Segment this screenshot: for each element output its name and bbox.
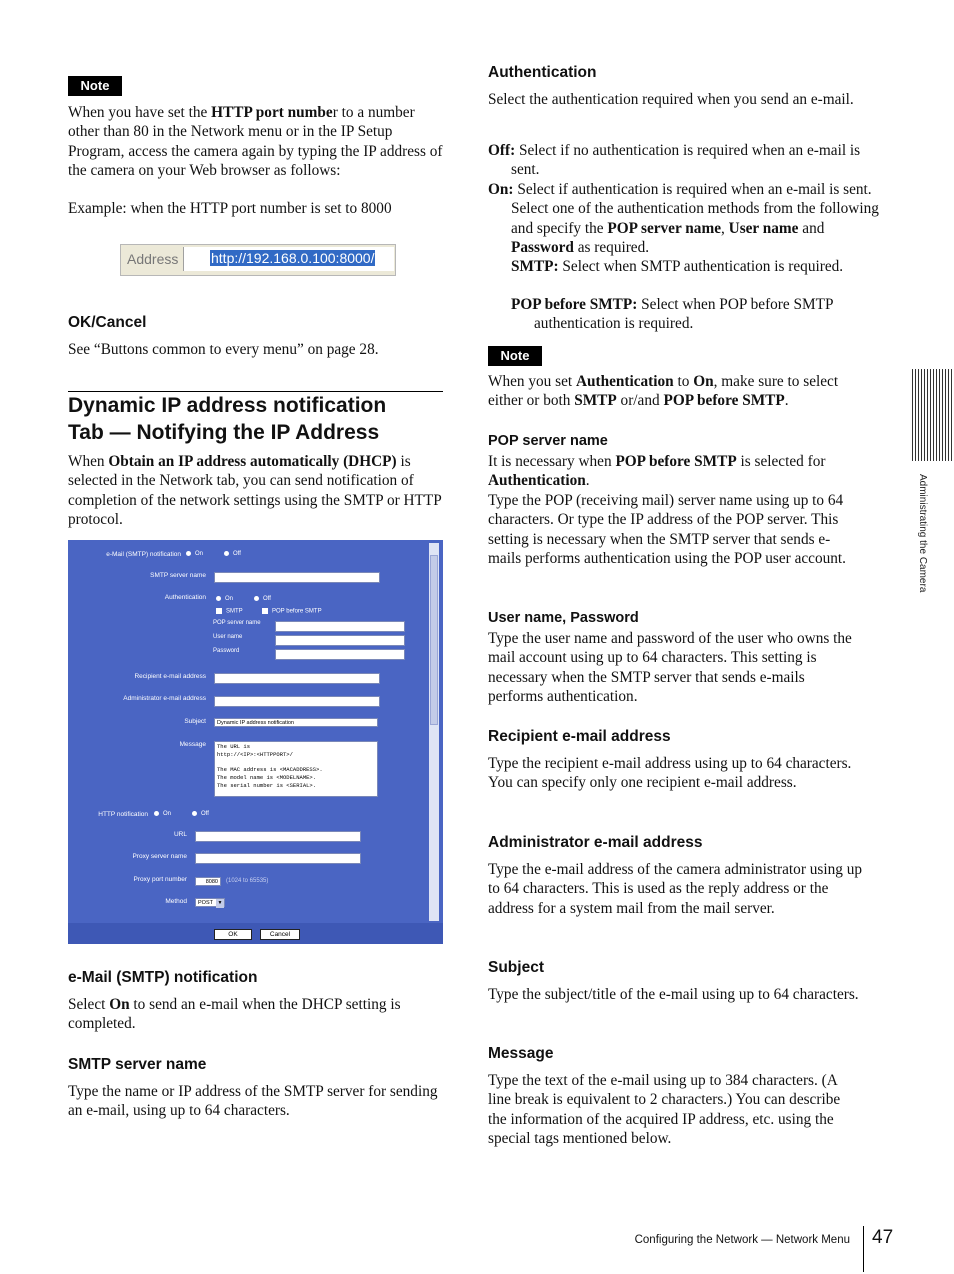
recipient-label: Recipient e-mail address (134, 673, 206, 680)
subject-text: Type the subject/title of the e-mail using up to 64 characters. (488, 986, 859, 1003)
administrator-heading: Administrator e-mail address (488, 834, 703, 851)
message-line: The serial number is <SERIAL>. (217, 781, 317, 789)
authentication-label: Authentication (164, 594, 206, 601)
authentication-intro: Select the authentication required when you send an e-mail. (488, 91, 854, 108)
proxy-port-label: Proxy port number (133, 876, 187, 883)
address-field (183, 247, 394, 271)
section-intro: When Obtain an IP address automatically (DHCP) is selected in the Network tab, you can send notification of completion of the network settings using the SMTP or HTTP protocol. (68, 453, 442, 529)
subject-input: Dynamic IP address notification (214, 718, 378, 727)
smtp-server-input (214, 572, 380, 583)
http-off-radio: Off (192, 811, 209, 817)
cancel-button: Cancel (260, 929, 300, 940)
message-line: The MAC address is <MACADDRESS>. (217, 766, 323, 774)
user-name-input (275, 635, 405, 646)
scrollbar (429, 543, 439, 921)
footer-text: Configuring the Network — Network Menu (634, 1234, 850, 1246)
subject-label: Subject (184, 718, 206, 725)
scrollbar-thumb (430, 555, 438, 725)
user-password-heading: User name, Password (488, 610, 639, 626)
footer-divider (863, 1226, 864, 1272)
pop-server-label: POP server name (213, 620, 261, 626)
address-bar-image (120, 244, 396, 276)
settings-screenshot (68, 540, 443, 944)
message-line: http://<IP>:<HTTPPORT>/ (217, 750, 293, 758)
pop-server-text-2: Type the POP (receiving mail) server name using up to 64 characters. Or type the IP address of the POP server. This setting is necessary when the SMTP server that sends e-mails performs authentication using the POP user account. (488, 492, 846, 568)
proxy-server-label: Proxy server name (132, 853, 187, 860)
proxy-server-input (195, 853, 361, 864)
smtp-server-label: SMTP server name (150, 572, 206, 579)
url-label: URL (173, 831, 187, 838)
auth-off-text: Off: Select if no authentication is required when an e-mail is sent. (488, 142, 861, 179)
section-title: Dynamic IP address notification Tab — Notifying the IP Address (68, 394, 387, 444)
http-notification-label: HTTP notification (98, 811, 148, 818)
administrator-label: Administrator e-mail address (123, 695, 206, 702)
auth-off-radio: Off (254, 596, 271, 602)
note-label: Note (68, 76, 122, 96)
method-select: POST ▼ (195, 898, 225, 907)
side-tab-label: Administrating the Camera (917, 474, 928, 593)
recipient-text: Type the recipient e-mail address using up to 64 characters. You can specify only one recipient e-mail address. (488, 755, 852, 792)
user-name-label: User name (213, 634, 243, 640)
button-bar (68, 923, 443, 944)
note-text: When you have set the HTTP port number to a number other than 80 in the Network menu or in the IP Setup Program, access the camera again by typing the IP address of the camera on your Web browser as follows: (68, 104, 443, 180)
message-line: The URL is (217, 743, 251, 750)
authentication-heading: Authentication (488, 64, 597, 81)
message-lines (217, 743, 375, 790)
smtp-checkbox: SMTP (216, 608, 243, 615)
pop-server-heading: POP server name (488, 433, 608, 449)
proxy-port-input: 8080 (195, 877, 221, 886)
address-url: http://192.168.0.100:8000/ (211, 250, 375, 266)
auth-smtp-text: SMTP: Select when SMTP authentication is required. (511, 258, 844, 275)
note-text-2: When you set Authentication to On, make sure to select either or both SMTP or/and POP before SMTP. (488, 373, 839, 410)
ok-cancel-heading: OK/Cancel (68, 314, 147, 331)
side-tab-marker (912, 369, 954, 461)
message-label: Message (179, 741, 206, 748)
note-label-2: Note (488, 346, 542, 366)
user-password-text: Type the user name and password of the user who owns the mail account using up to 64 characters. This setting is necessary when the SMTP server that sends e-mails performs authentication. (488, 630, 852, 706)
proxy-port-range: (1024 to 65535) (226, 878, 269, 884)
password-input (275, 649, 405, 660)
smtp-server-heading: SMTP server name (68, 1056, 207, 1073)
message-text: Type the text of the e-mail using up to 384 characters. (A line break is equivalent to 2 characters.) You can describe the information of the acquired IP address, etc. using the special tags mentioned below. (488, 1072, 841, 1148)
http-on-radio: On (154, 811, 171, 817)
auth-pop-text: POP before SMTP: Select when POP before SMTP authentication is required. (511, 296, 833, 333)
message-textarea (214, 741, 378, 797)
chevron-down-icon: ▼ (217, 900, 223, 906)
email-notification-label: e-Mail (SMTP) notification (106, 551, 181, 558)
url-input (195, 831, 361, 842)
message-heading: Message (488, 1045, 554, 1062)
recipient-heading: Recipient e-mail address (488, 728, 671, 745)
password-label: Password (213, 648, 240, 654)
example-text: Example: when the HTTP port number is set to 8000 (68, 200, 392, 217)
smtp-server-text: Type the name or IP address of the SMTP server for sending an e-mail, using up to 64 characters. (68, 1083, 438, 1120)
pop-checkbox: POP before SMTP (262, 608, 322, 615)
email-on-radio: On (186, 551, 203, 557)
administrator-text: Type the e-mail address of the camera administrator using up to 64 characters. This is used as the reply address or the address for a system mail from the mail server. (488, 861, 863, 917)
message-line (217, 759, 375, 767)
administrator-input (214, 696, 380, 707)
page-number: 47 (872, 1227, 894, 1248)
side-tab (908, 474, 928, 624)
subject-heading: Subject (488, 959, 544, 976)
pop-server-input (275, 621, 405, 632)
pop-server-text: It is necessary when POP before SMTP is selected for Authentication. (488, 453, 826, 490)
email-off-radio: Off (224, 551, 241, 557)
recipient-input (214, 673, 380, 684)
ok-cancel-text: See “Buttons common to every menu” on page 28. (68, 341, 379, 358)
auth-on-radio: On (216, 596, 233, 602)
email-smtp-heading: e-Mail (SMTP) notification (68, 969, 258, 986)
auth-on-text: On: Select if authentication is required when an e-mail is sent. Select one of the authentication methods from the following and specify the POP server name, User name and Password as required. (488, 181, 879, 257)
ok-button: OK (214, 929, 252, 940)
address-label: Address (127, 251, 179, 267)
message-line: The model name is <MODELNAME>. (217, 774, 317, 782)
email-smtp-text: Select On to send an e-mail when the DHCP setting is completed. (68, 996, 401, 1033)
method-label: Method (165, 898, 187, 905)
